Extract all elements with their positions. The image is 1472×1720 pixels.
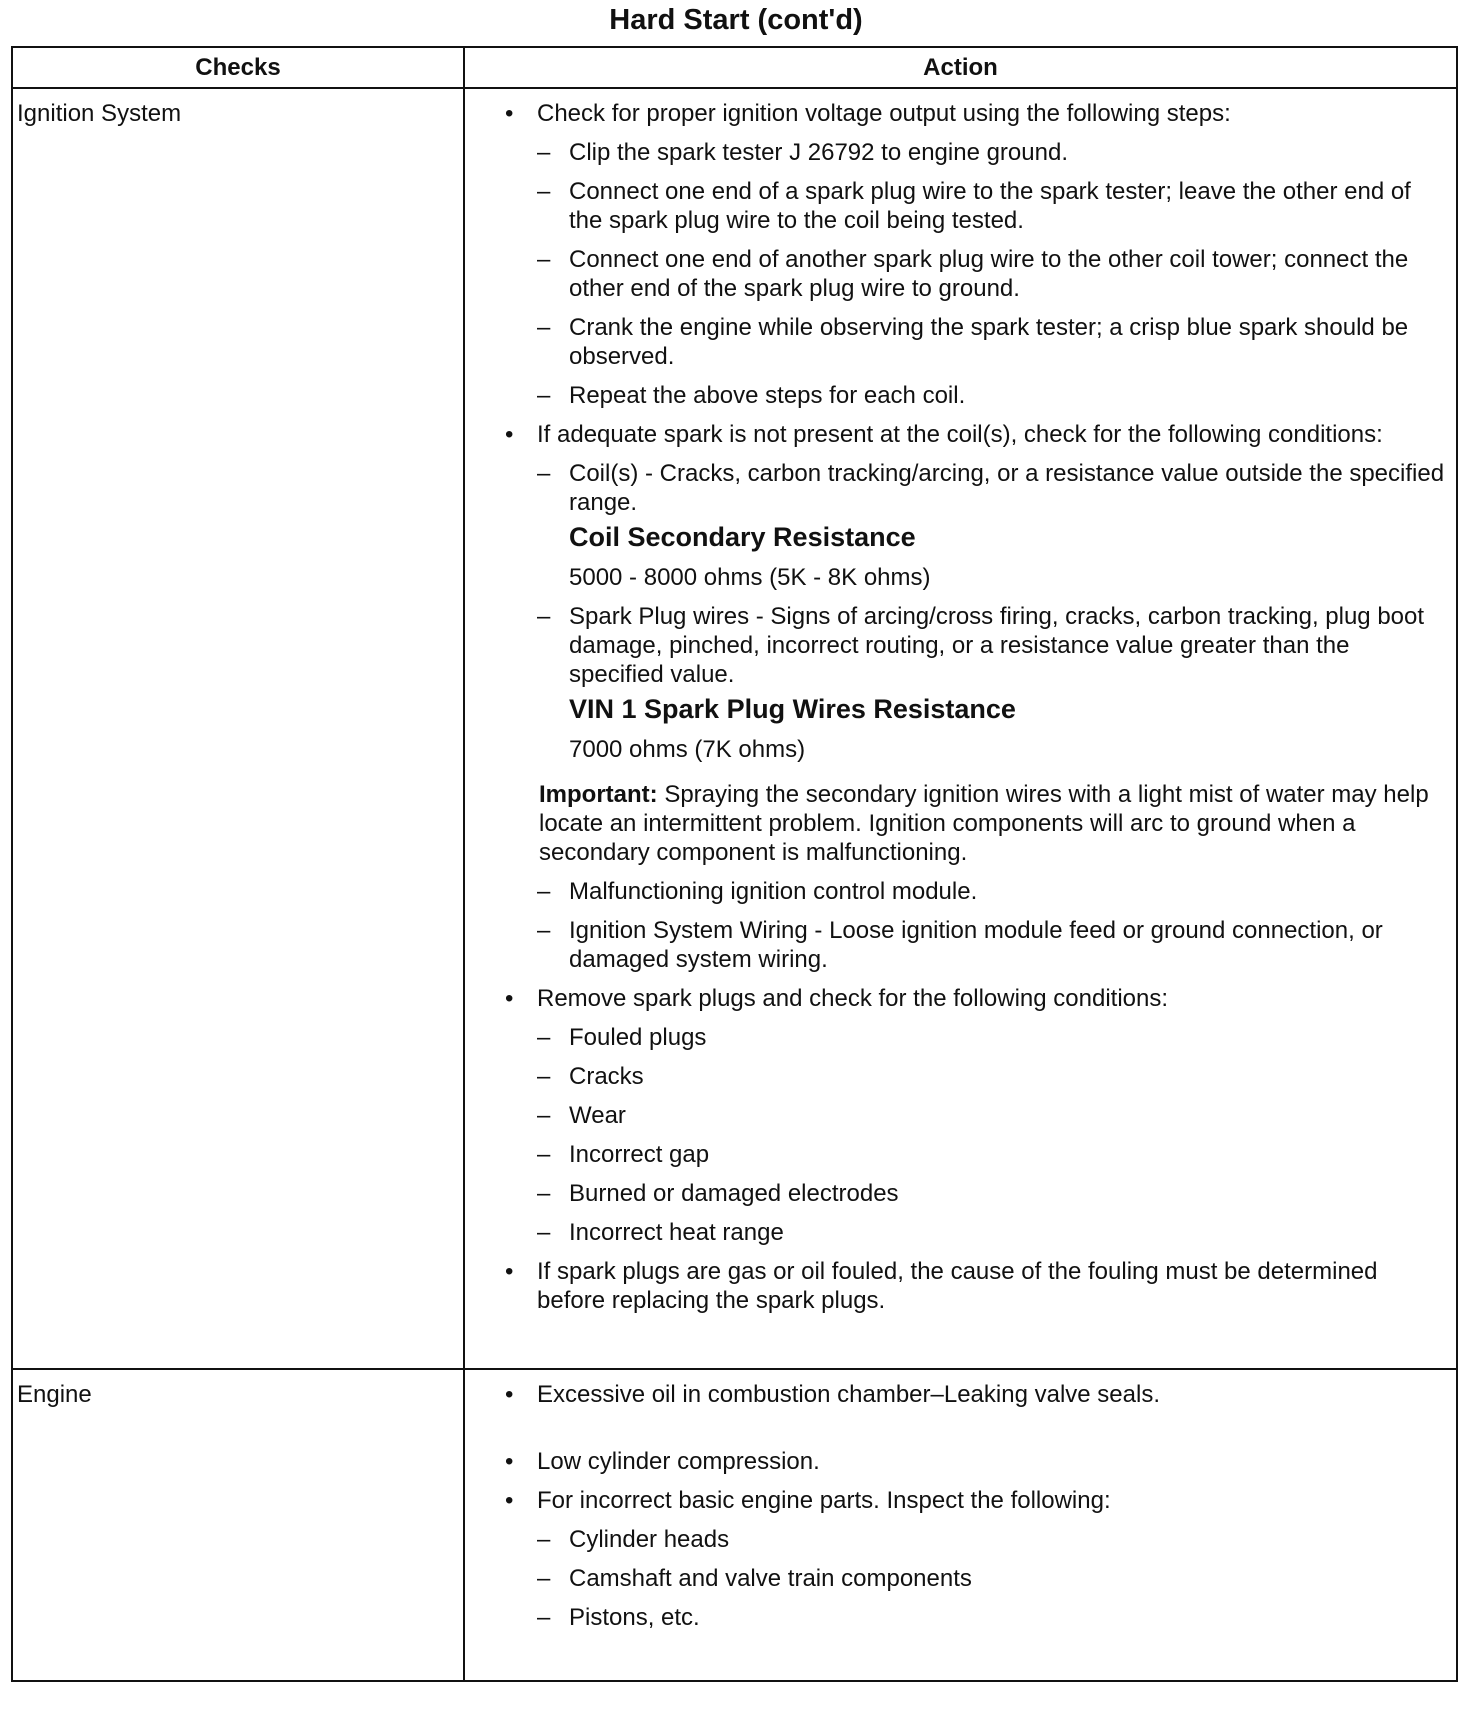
bullet-icon: • xyxy=(505,1487,514,1514)
list-subitem xyxy=(537,1603,1446,1632)
dash-icon: – xyxy=(537,1180,551,1207)
list-subitem xyxy=(537,245,1446,303)
bullet-icon: • xyxy=(505,985,514,1012)
list-item xyxy=(505,420,1446,449)
list-item xyxy=(505,99,1446,128)
action-text: Clip the spark tester J 26792 to engine ground. xyxy=(569,139,1068,166)
dash-icon: – xyxy=(537,314,551,341)
action-text: Burned or damaged electrodes xyxy=(569,1180,899,1207)
important-text: Spraying the secondary ignition wires with a light mist of water may help locate an intermittent problem. Ignition components will arc to ground when a secondary component is malfunctioning. xyxy=(539,781,1429,866)
action-text: Fouled plugs xyxy=(569,1024,707,1051)
list-subitem xyxy=(537,177,1446,235)
action-text: Ignition System Wiring - Loose ignition module feed or ground connection, or damaged system wiring. xyxy=(569,917,1383,973)
list-subitem xyxy=(537,877,1446,906)
dash-icon: – xyxy=(537,1024,551,1051)
bullet-icon: • xyxy=(505,1448,514,1475)
list-subitem xyxy=(537,459,1446,517)
action-text: Incorrect heat range xyxy=(569,1219,784,1246)
diagnosis-table xyxy=(11,46,1458,1682)
action-text: Cracks xyxy=(569,1063,644,1090)
table-row-ignition xyxy=(12,88,1457,1369)
page-title: Hard Start (cont'd) xyxy=(609,4,863,36)
action-text: Wear xyxy=(569,1102,626,1129)
action-text: Crank the engine while observing the spark tester; a crisp blue spark should be observed. xyxy=(569,314,1409,370)
column-header-action: Action xyxy=(464,47,1457,88)
dash-icon: – xyxy=(537,878,551,905)
dash-icon: – xyxy=(537,917,551,944)
check-engine: Engine xyxy=(12,1369,464,1681)
list-subitem xyxy=(537,1179,1446,1208)
action-text: Excessive oil in combustion chamber–Leaking valve seals. xyxy=(537,1381,1160,1408)
list-item xyxy=(505,1486,1446,1515)
important-label: Important: xyxy=(539,781,658,808)
list-subitem xyxy=(537,916,1446,974)
action-text: Connect one end of another spark plug wire to the other coil tower; connect the other end of the spark plug wire to ground. xyxy=(569,246,1409,302)
bullet-icon: • xyxy=(505,421,514,448)
action-text: Malfunctioning ignition control module. xyxy=(569,878,978,905)
dash-icon: – xyxy=(537,1526,551,1553)
dash-icon: – xyxy=(537,603,551,630)
action-text: Remove spark plugs and check for the following conditions: xyxy=(537,985,1169,1012)
list-subitem xyxy=(537,381,1446,410)
dash-icon: – xyxy=(537,1063,551,1090)
spec-value-coil-resistance: 5000 - 8000 ohms (5K - 8K ohms) xyxy=(569,564,931,591)
list-item xyxy=(505,1380,1446,1409)
action-text: Connect one end of a spark plug wire to the spark tester; leave the other end of the spark plug wire to the coil being tested. xyxy=(569,178,1411,234)
column-header-checks: Checks xyxy=(12,47,464,88)
spec-value-wire-resistance: 7000 ohms (7K ohms) xyxy=(569,736,806,763)
list-subitem xyxy=(537,1564,1446,1593)
action-text: Camshaft and valve train components xyxy=(569,1565,972,1592)
dash-icon: – xyxy=(537,178,551,205)
table-header-row xyxy=(12,47,1457,88)
dash-icon: – xyxy=(537,382,551,409)
action-text: Repeat the above steps for each coil. xyxy=(569,382,966,409)
action-text: Coil(s) - Cracks, carbon tracking/arcing, or a resistance value outside the specified range. xyxy=(569,460,1445,516)
important-note xyxy=(539,780,1446,867)
dash-icon: – xyxy=(537,1141,551,1168)
action-text: If adequate spark is not present at the coil(s), check for the following conditions: xyxy=(537,421,1383,448)
bullet-icon: • xyxy=(505,1258,514,1285)
list-subitem xyxy=(537,1062,1446,1091)
spec-title-coil-resistance: Coil Secondary Resistance xyxy=(569,522,916,552)
dash-icon: – xyxy=(537,460,551,487)
list-subitem xyxy=(537,602,1446,689)
list-subitem xyxy=(537,313,1446,371)
action-engine xyxy=(464,1369,1457,1681)
action-text: If spark plugs are gas or oil fouled, the cause of the fouling must be determined before replacing the spark plugs. xyxy=(537,1258,1378,1314)
action-text: For incorrect basic engine parts. Inspect the following: xyxy=(537,1487,1111,1514)
dash-icon: – xyxy=(537,246,551,273)
table-row-engine xyxy=(12,1369,1457,1681)
dash-icon: – xyxy=(537,1102,551,1129)
list-subitem xyxy=(537,138,1446,167)
action-text: Cylinder heads xyxy=(569,1526,730,1553)
action-text: Check for proper ignition voltage output using the following steps: xyxy=(537,100,1231,127)
list-item xyxy=(505,1257,1446,1315)
dash-icon: – xyxy=(537,1565,551,1592)
dash-icon: – xyxy=(537,1219,551,1246)
list-subitem xyxy=(537,1023,1446,1052)
check-ignition-system: Ignition System xyxy=(12,88,464,1369)
list-subitem xyxy=(537,1525,1446,1554)
list-item xyxy=(505,984,1446,1013)
action-ignition-system xyxy=(464,88,1457,1369)
list-item xyxy=(505,1447,1446,1476)
action-text: Incorrect gap xyxy=(569,1141,710,1168)
action-text: Pistons, etc. xyxy=(569,1604,700,1631)
spec-title-wire-resistance: VIN 1 Spark Plug Wires Resistance xyxy=(569,694,1016,724)
list-subitem xyxy=(537,1140,1446,1169)
dash-icon: – xyxy=(537,139,551,166)
list-subitem xyxy=(537,1218,1446,1247)
bullet-icon: • xyxy=(505,1381,514,1408)
list-subitem xyxy=(537,1101,1446,1130)
action-text: Spark Plug wires - Signs of arcing/cross firing, cracks, carbon tracking, plug boot damage, pinched, incorrect routing, or a resistance value greater than the specified value. xyxy=(569,603,1425,688)
bullet-icon: • xyxy=(505,100,514,127)
action-text: Low cylinder compression. xyxy=(537,1448,820,1475)
dash-icon: – xyxy=(537,1604,551,1631)
